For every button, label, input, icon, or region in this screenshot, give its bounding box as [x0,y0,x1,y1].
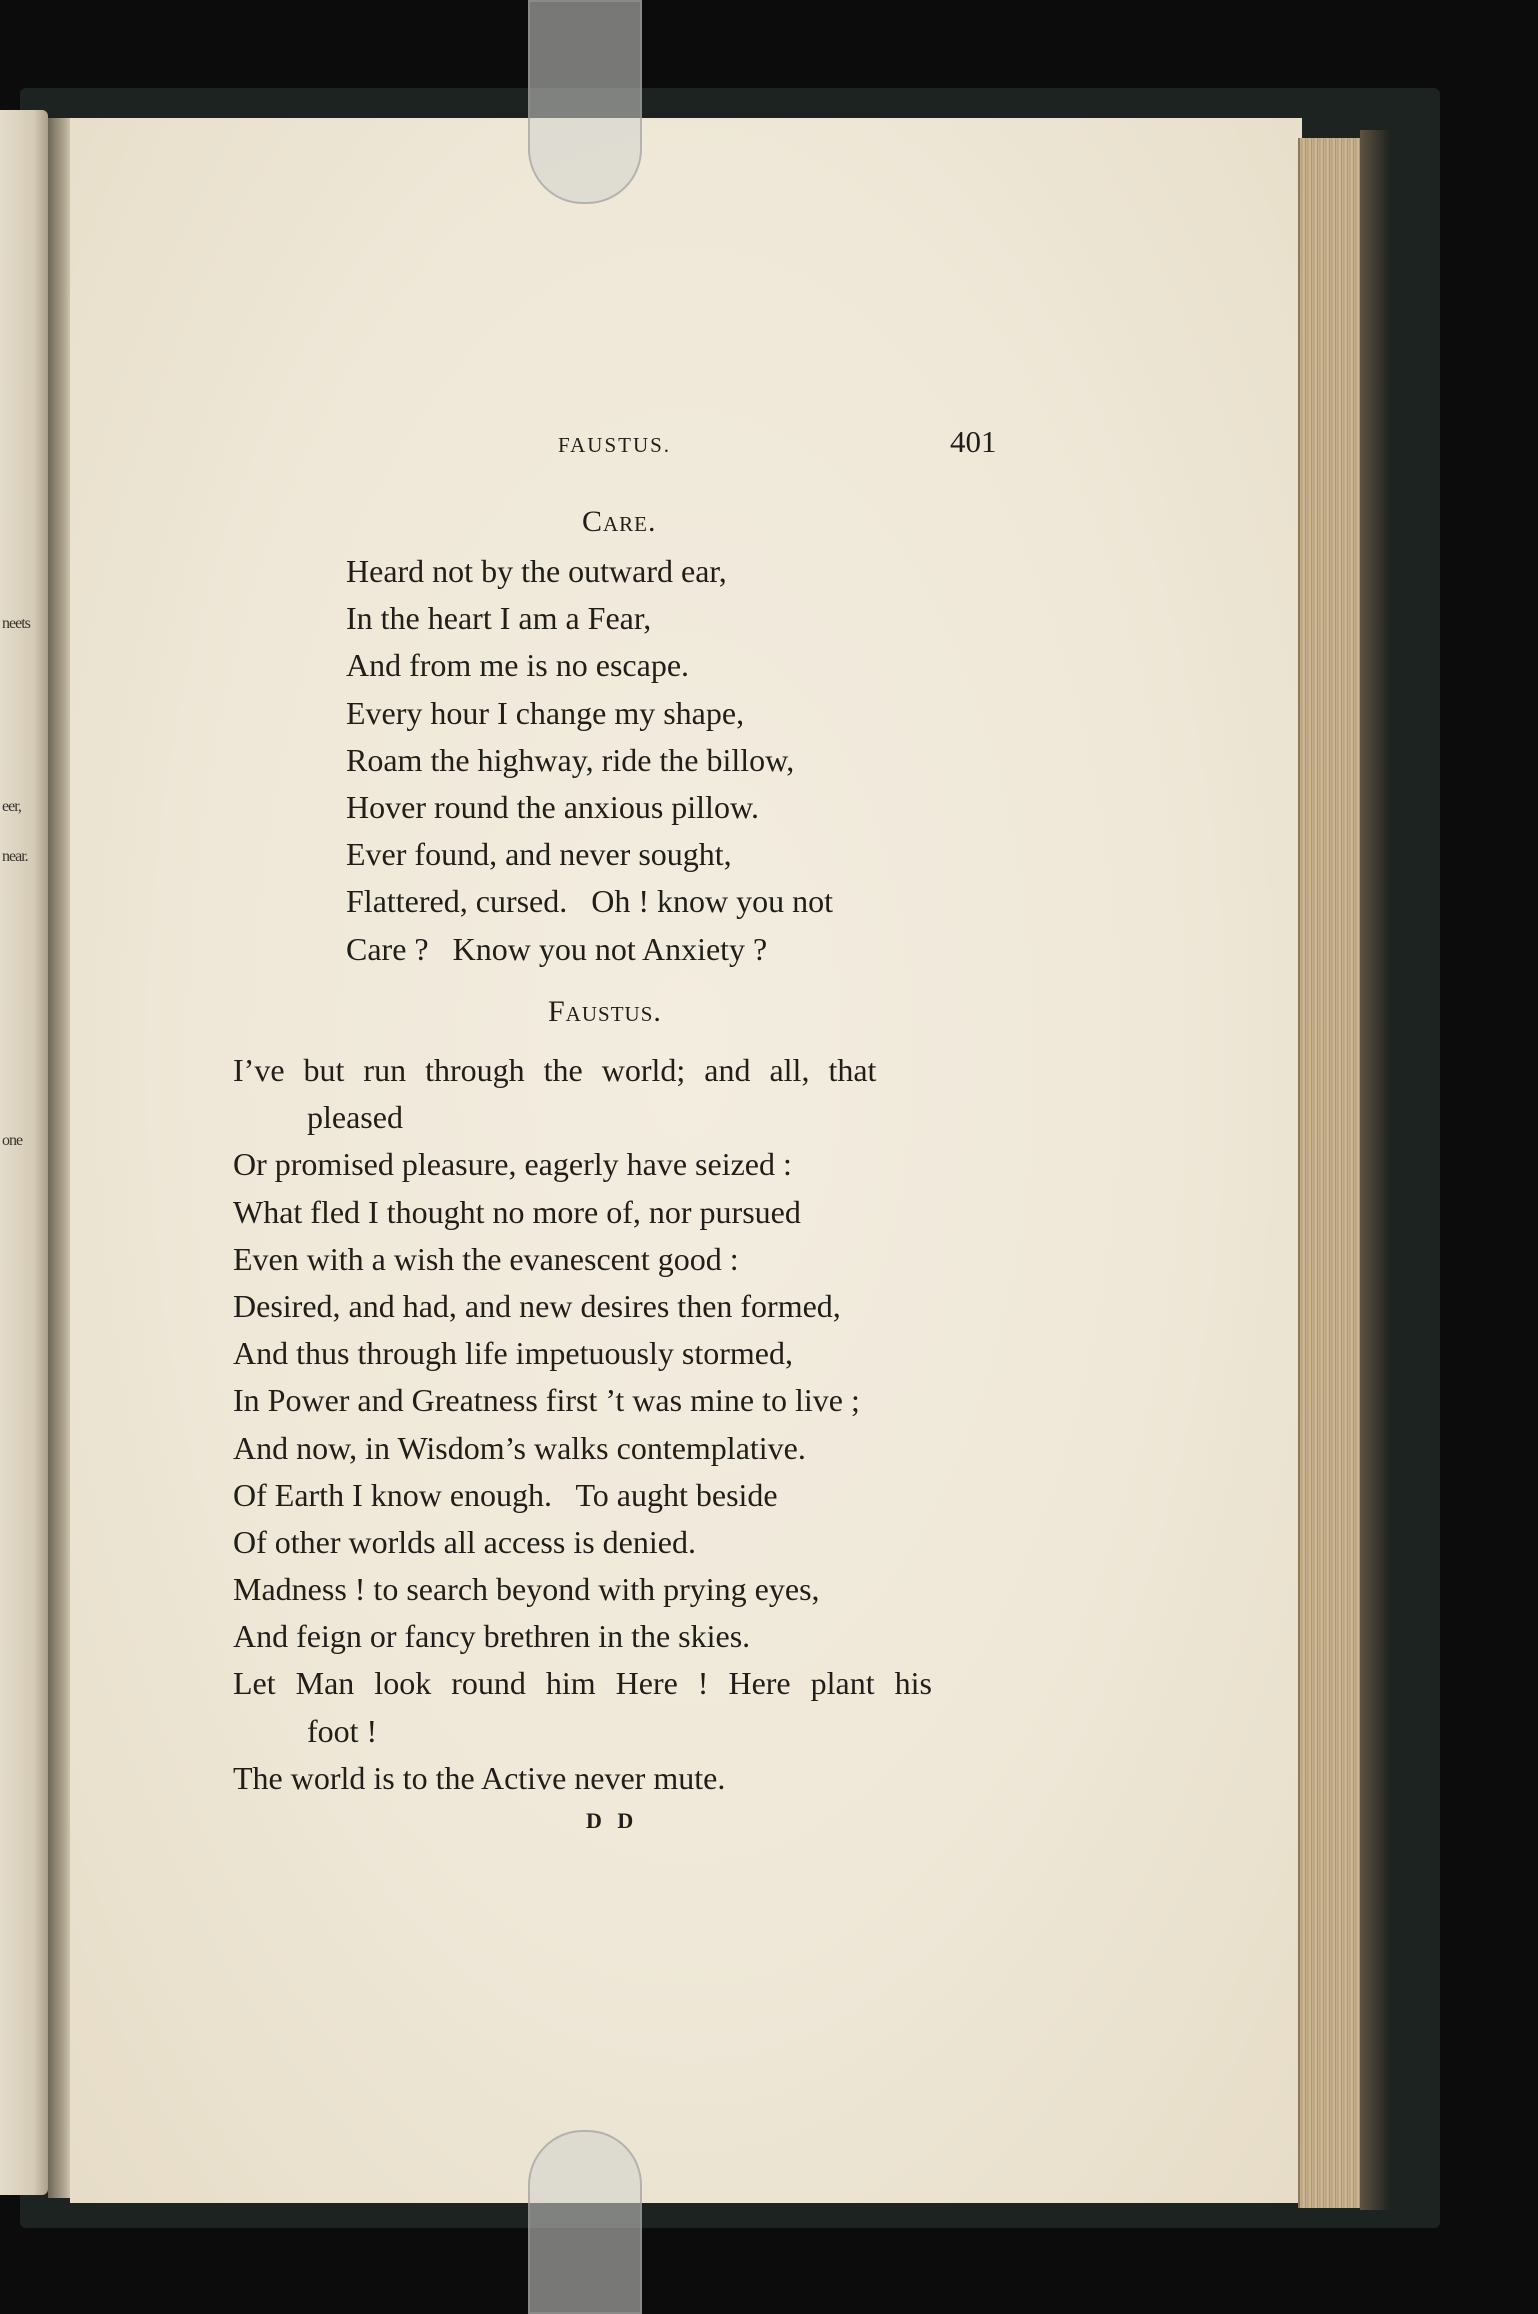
left-page-fragment: neets [2,615,30,632]
signature-mark: D D [586,1808,639,1833]
verse-line: Care ? Know you not Anxiety ? [346,930,768,967]
verse-line: Or promised pleasure, eagerly have seized : [233,1146,792,1183]
verse-line: And thus through life impetuously stormed, [233,1335,793,1372]
verse-line: Of other worlds all access is denied. [233,1523,696,1560]
left-page-fragment: one [2,1132,23,1149]
faustus-verse [233,1047,1003,1802]
verse-line: Even with a wish the evanescent good : [233,1240,739,1277]
verse-line: What fled I thought no more of, nor pursued [233,1193,801,1230]
verse-line-continuation: pleased [307,1099,403,1136]
page-clip-top [528,0,642,204]
speaker-faustus: Faustus. [548,995,662,1028]
verse-line: Flattered, cursed. Oh ! know you not [346,883,834,920]
verse-line: The world is to the Active never mute. [233,1759,726,1796]
verse-line: Desired, and had, and new desires then formed, [233,1287,841,1324]
verse-line: Ever found, and never sought, [346,836,732,873]
verse-line: And feign or fancy brethren in the skies. [233,1618,751,1655]
left-page-fragment: eer, [2,798,21,815]
speaker-care: Care. [582,505,657,538]
verse-line: And from me is no escape. [346,647,690,684]
verse-line: In the heart I am a Fear, [346,600,652,637]
page-edges-shadow [1360,130,1390,2210]
verse-line: Heard not by the outward ear, [346,553,727,589]
verse-line: Hover round the anxious pillow. [346,788,759,825]
verse-line: And now, in Wisdom’s walks contemplative. [233,1429,806,1466]
verse-line: Let Man look round him Here ! Here plant his [233,1665,932,1702]
left-page-fragment: near. [2,848,28,865]
verse-line: Roam the highway, ride the billow, [346,741,795,778]
verse-line: I’ve but run through the world; and all, that [233,1052,877,1088]
care-verse [346,548,833,973]
left-page-edge [0,110,48,2195]
verse-line: Madness ! to search beyond with prying eyes, [233,1571,820,1608]
running-head: FAUSTUS. [558,433,672,457]
page-number: 401 [950,424,997,459]
verse-line: Of Earth I know enough. To aught beside [233,1476,778,1513]
verse-line: Every hour I change my shape, [346,694,745,731]
page-clip-bottom [528,2130,642,2314]
verse-line-continuation: foot ! [307,1712,378,1749]
verse-line: In Power and Greatness first ’t was mine to live ; [233,1382,860,1419]
